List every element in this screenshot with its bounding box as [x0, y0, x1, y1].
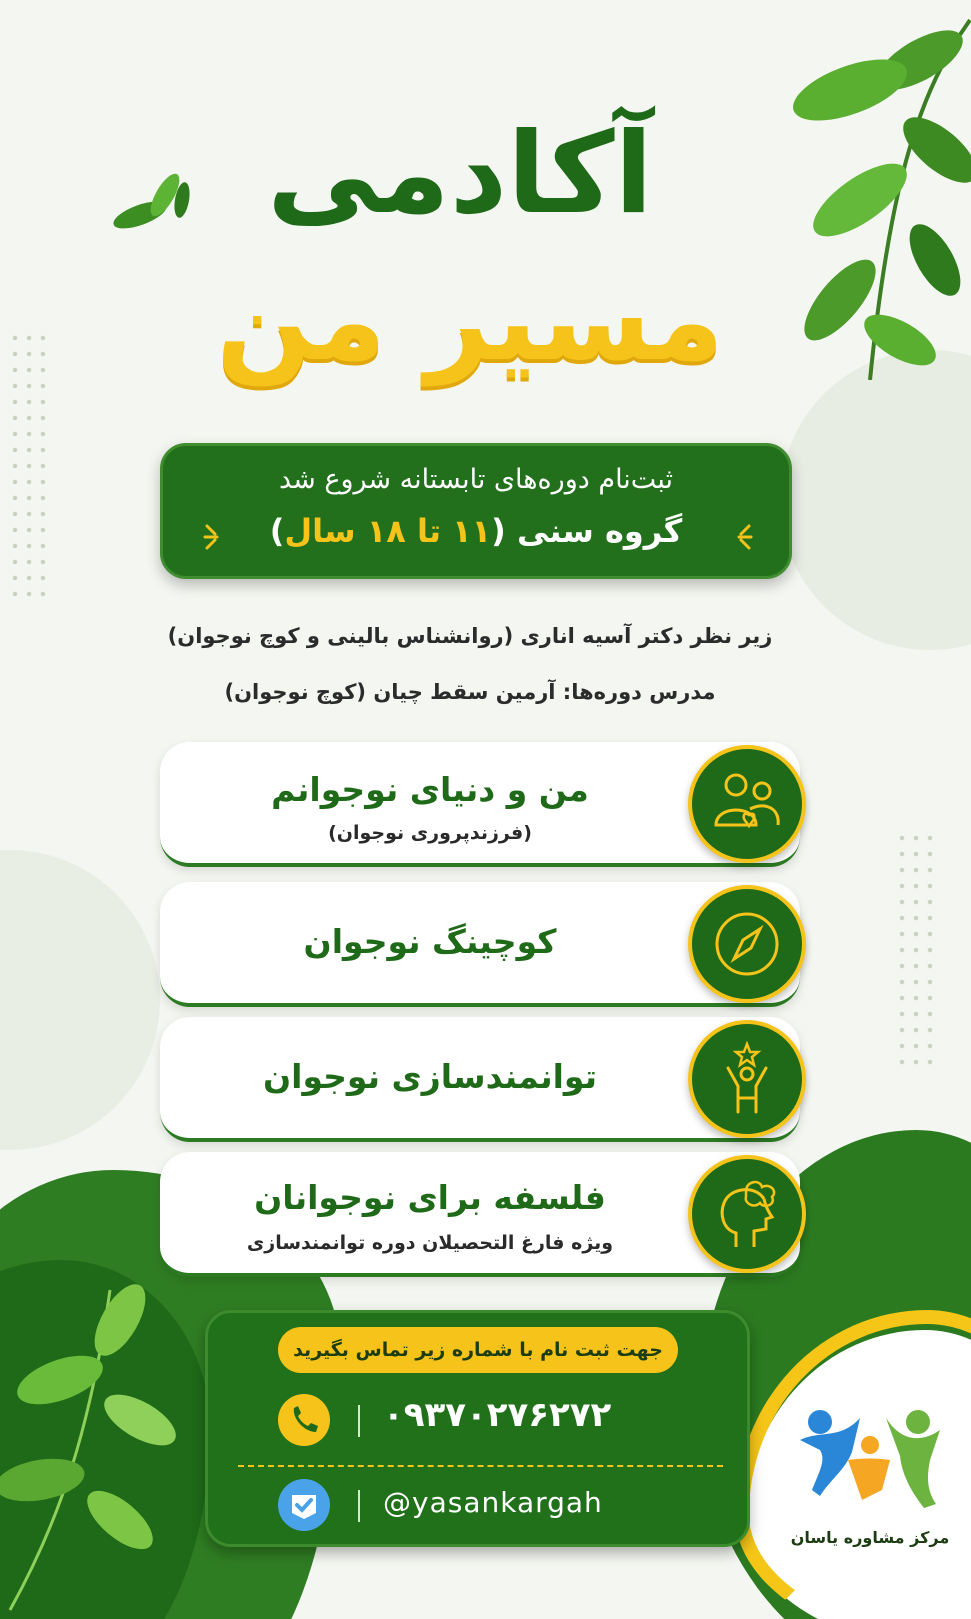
age-group-close: )	[269, 512, 285, 550]
messenger-check-icon	[278, 1479, 330, 1531]
course-subtitle: (فرزندپروری نوجوان)	[328, 822, 532, 844]
separator	[358, 1405, 360, 1437]
age-group-label: گروه سنی (	[491, 512, 683, 550]
registration-banner	[160, 443, 792, 579]
phone-row[interactable]	[208, 1385, 747, 1455]
course-title: من و دنیای نوجوانم	[271, 770, 589, 809]
parent-child-heart-icon	[688, 745, 806, 863]
banner-age-group	[163, 512, 789, 550]
age-range: ۱۱ تا ۱۸ سال	[284, 512, 492, 550]
supervisor-line: زیر نظر دکتر آسیه اناری (روانشناس بالینی و کوچ نوجوان)	[167, 624, 773, 648]
separator	[358, 1490, 360, 1522]
leaves-bottom-left	[0, 1270, 200, 1619]
social-row[interactable]	[208, 1470, 747, 1540]
compass-icon	[688, 885, 806, 1003]
head-thinking-icon	[688, 1155, 806, 1273]
course-subtitle: ویژه فارغ التحصیلان دوره توانمندسازی	[246, 1232, 614, 1254]
dot-pattern	[895, 830, 935, 1070]
background-circle	[0, 850, 160, 1150]
sparkle-icon	[723, 522, 753, 552]
phone-number[interactable]: ۰۹۳۷۰۲۷۶۲۷۲	[383, 1395, 612, 1435]
background-circle	[780, 350, 971, 650]
course-title: فلسفه برای نوجوانان	[254, 1178, 606, 1217]
social-handle[interactable]: @yasankargah	[383, 1486, 603, 1519]
sparkle-icon	[203, 522, 233, 552]
dashed-divider	[238, 1465, 723, 1467]
banner-announcement: ثبت‌نام دوره‌های تابستانه شروع شد	[279, 464, 673, 495]
course-title: کوچینگ نوجوان	[303, 922, 557, 961]
phone-icon	[278, 1394, 330, 1446]
contact-prompt: جهت ثبت نام با شماره زیر تماس بگیرید	[278, 1327, 678, 1373]
dot-pattern	[8, 330, 48, 600]
course-title: توانمندسازی نوجوان	[262, 1057, 598, 1096]
logo-text: مرکز مشاوره یاسان	[790, 1528, 950, 1547]
title-main: آکادمی	[267, 109, 653, 239]
contact-panel	[205, 1310, 750, 1547]
star-person-icon	[688, 1020, 806, 1138]
title-sub: مسیر من	[216, 256, 724, 386]
instructor-line: مدرس دوره‌ها: آرمین سقط چیان (کوچ نوجوان)	[224, 680, 716, 704]
